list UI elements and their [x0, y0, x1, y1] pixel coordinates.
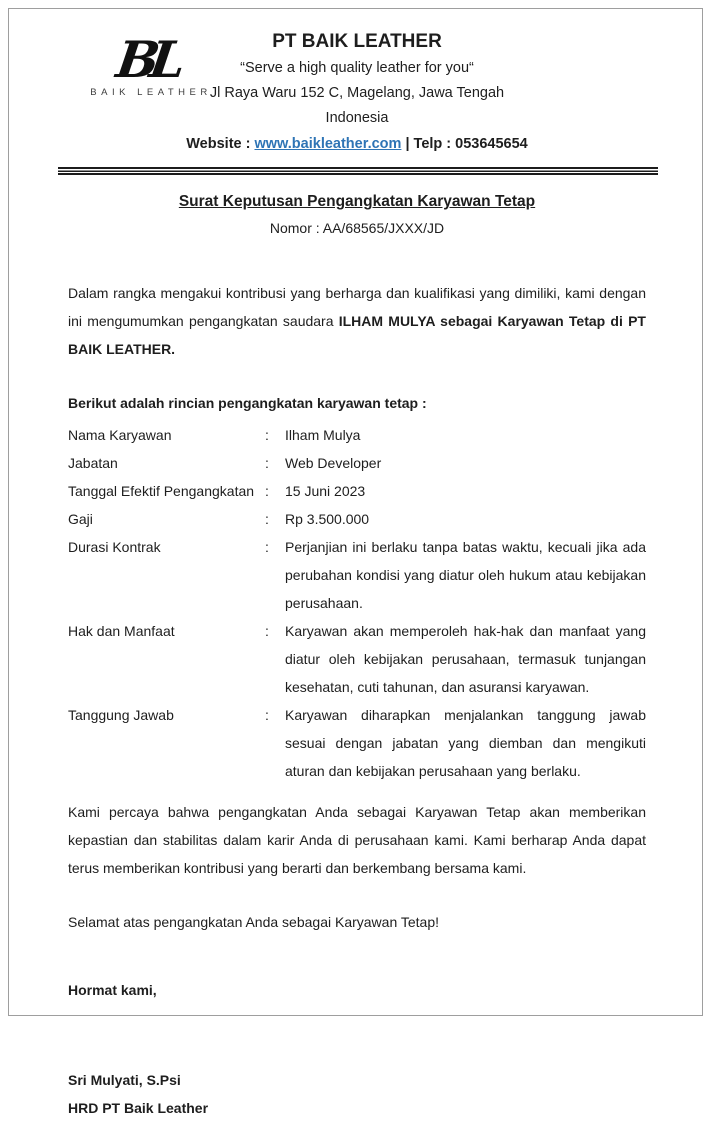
detail-label: Jabatan	[68, 455, 118, 471]
table-row	[68, 533, 646, 617]
telp-text: Telp : 053645654	[413, 136, 528, 152]
detail-label: Tanggung Jawab	[68, 707, 174, 723]
detail-value: Karyawan akan memperoleh hak-hak dan manfaat yang diatur oleh kebijakan perusahaan, termasuk tunjangan kesehatan, cuti tahunan, dan asuransi karyawan.	[285, 623, 646, 695]
title-block	[68, 189, 646, 241]
detail-value: Web Developer	[285, 455, 382, 471]
logo-monogram-icon: BL	[112, 30, 181, 89]
detail-colon: :	[265, 623, 269, 639]
detail-colon: :	[265, 707, 269, 723]
detail-label: Hak dan Manfaat	[68, 623, 175, 639]
table-row	[68, 477, 646, 505]
intro-paragraph	[68, 279, 646, 363]
company-tagline: “Serve a high quality leather for you“	[240, 60, 474, 76]
document-title: Surat Keputusan Pengangkatan Karyawan Tetap	[178, 193, 536, 210]
details-heading: Berikut adalah rincian pengangkatan karyawan tetap :	[68, 395, 427, 411]
table-row	[68, 617, 646, 701]
detail-value: Perjanjian ini berlaku tanpa batas waktu, kecuali jika ada perubahan kondisi yang diatur oleh hukum atau kebijakan perusahaan.	[285, 539, 646, 611]
closing-paragraph: Kami percaya bahwa pengangkatan Anda sebagai Karyawan Tetap akan memberikan kepastian dan stabilitas dalam karir Anda di perusahaan kami. Kami berharap Anda dapat terus memberikan kontribusi yang berarti dan berkembang bersama kami.	[68, 804, 646, 876]
letterhead	[68, 28, 646, 157]
letter-content	[68, 28, 646, 1122]
detail-value: Karyawan diharapkan menjalankan tanggung jawab sesuai dengan jabatan yang diemban dan mengikuti aturan dan kebijakan perusahaan yang berlaku.	[285, 707, 646, 779]
signature-title: HRD PT Baik Leather	[68, 1100, 209, 1116]
signoff-line: Hormat kami,	[68, 982, 157, 998]
website-link[interactable]: www.baikleather.com	[254, 136, 402, 152]
detail-label: Gaji	[68, 511, 93, 527]
company-address: Jl Raya Waru 152 C, Magelang, Jawa Tengah	[209, 85, 505, 101]
detail-label: Nama Karyawan	[68, 427, 172, 443]
detail-colon: :	[265, 539, 269, 555]
letterhead-divider	[58, 167, 658, 175]
congratulations-line: Selamat atas pengangkatan Anda sebagai Karyawan Tetap!	[68, 914, 440, 930]
detail-colon: :	[265, 483, 269, 499]
detail-value: Ilham Mulya	[285, 427, 361, 443]
detail-colon: :	[265, 427, 269, 443]
detail-label: Durasi Kontrak	[68, 539, 161, 555]
intro-text-bold: ILHAM MULYA sebagai Karyawan Tetap di PT BAIK LEATHER.	[68, 313, 646, 357]
contact-line	[68, 132, 646, 157]
detail-label: Tanggal Efektif Pengangkatan	[68, 483, 255, 499]
details-table	[68, 421, 646, 785]
detail-value: Rp 3.500.000	[285, 511, 370, 527]
website-label: Website :	[186, 136, 251, 152]
company-name: PT BAIK LEATHER	[272, 31, 442, 52]
detail-colon: :	[265, 455, 269, 471]
logo-wordmark: BAIK LEATHER	[90, 86, 212, 98]
document-number: Nomor : AA/68565/JXXX/JD	[269, 220, 445, 236]
detail-value: 15 Juni 2023	[285, 483, 366, 499]
table-row	[68, 701, 646, 785]
pipe-separator: |	[405, 136, 410, 152]
table-row	[68, 449, 646, 477]
table-row	[68, 421, 646, 449]
detail-colon: :	[265, 511, 269, 527]
table-row	[68, 505, 646, 533]
signature-name: Sri Mulyati, S.Psi	[68, 1072, 181, 1088]
intro-text-normal: Dalam rangka mengakui kontribusi yang berharga dan kualifikasi yang dimiliki, kami dengan ini mengumumkan pengangkatan saudara	[68, 285, 646, 329]
company-country: Indonesia	[325, 110, 389, 126]
company-logo	[86, 30, 216, 98]
